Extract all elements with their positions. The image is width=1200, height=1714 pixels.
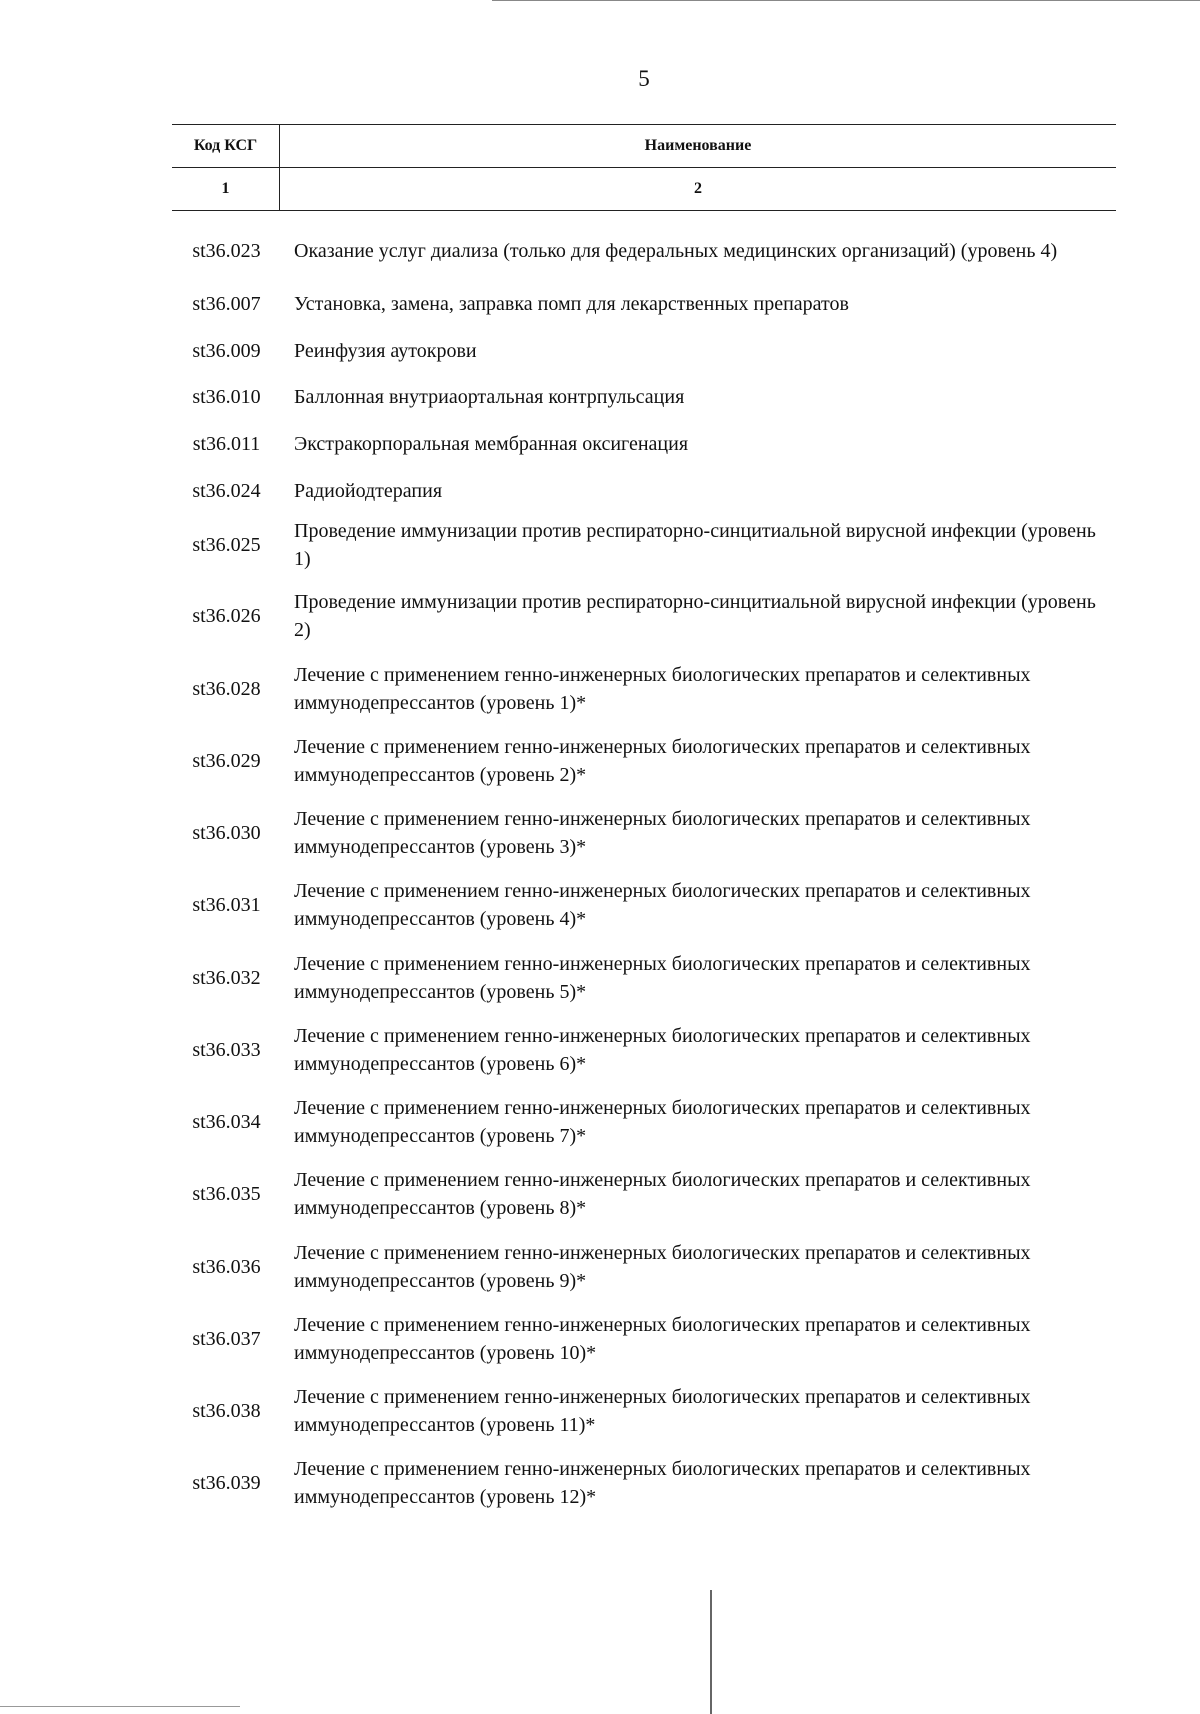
column-number-1: 1 [172, 168, 280, 210]
ksg-name: Лечение с применением генно-инженерных биологических препаратов и селективных иммунодепрессантов (уровень 9)* [294, 1242, 1031, 1292]
header-code: Код КСГ [172, 125, 280, 167]
ksg-code: st36.009 [192, 339, 261, 362]
ksg-name: Лечение с применением генно-инженерных биологических препаратов и селективных иммунодепрессантов (уровень 3)* [294, 808, 1031, 858]
ksg-code: st36.029 [192, 749, 261, 772]
ksg-table [172, 124, 1116, 1508]
table-row [172, 286, 1116, 322]
ksg-code: st36.023 [192, 239, 261, 262]
ksg-code: st36.026 [192, 604, 261, 627]
ksg-code: st36.032 [192, 966, 261, 989]
table-row [172, 948, 1116, 1008]
column-number-2: 2 [694, 180, 702, 197]
ksg-name: Лечение с применением генно-инженерных биологических препаратов и селективных иммунодепрессантов (уровень 5)* [294, 953, 1031, 1003]
ksg-name: Проведение иммунизации против респираторно-синцитиальной вирусной инфекции (уровень 1) [294, 520, 1096, 570]
ksg-name: Лечение с применением генно-инженерных биологических препаратов и селективных иммунодепрессантов (уровень 8)* [294, 1169, 1031, 1219]
ksg-code: st36.010 [192, 385, 261, 408]
ksg-name: Лечение с применением генно-инженерных биологических препаратов и селективных иммунодепрессантов (уровень 6)* [294, 1025, 1031, 1075]
ksg-code: st36.037 [192, 1327, 261, 1350]
ksg-code: st36.011 [192, 432, 261, 455]
ksg-name: Лечение с применением генно-инженерных биологических препаратов и селективных иммунодепрессантов (уровень 4)* [294, 880, 1031, 930]
table-row [172, 333, 1116, 369]
ksg-code: st36.024 [192, 479, 261, 502]
ksg-code: st36.028 [192, 677, 261, 700]
header-name: Наименование [644, 137, 752, 154]
ksg-code: st36.030 [192, 821, 261, 844]
ksg-name: Лечение с применением генно-инженерных биологических препаратов и селективных иммунодепрессантов (уровень 1)* [294, 664, 1031, 714]
scan-line-bottom [0, 1706, 240, 1707]
ksg-code: st36.033 [192, 1038, 261, 1061]
ksg-code: st36.035 [192, 1182, 261, 1205]
ksg-code: st36.036 [192, 1255, 261, 1278]
table-row [172, 1092, 1116, 1152]
page-number: 5 [638, 66, 650, 91]
table-row [172, 875, 1116, 935]
ksg-code: st36.034 [192, 1110, 261, 1133]
table-row [172, 1164, 1116, 1224]
scan-line-top [492, 0, 1200, 1]
ksg-name: Реинфузия аутокрови [294, 340, 477, 362]
ksg-name: Радиойодтерапия [294, 480, 443, 502]
ksg-name: Баллонная внутриаортальная контрпульсация [294, 386, 685, 408]
table-header-row [172, 125, 1116, 168]
ksg-name: Установка, замена, заправка помп для лекарственных препаратов [294, 293, 849, 315]
table-row [172, 659, 1116, 719]
table-row [172, 1020, 1116, 1080]
ksg-code: st36.031 [192, 893, 261, 916]
table-row [172, 426, 1116, 462]
ksg-name: Лечение с применением генно-инженерных биологических препаратов и селективных иммунодепрессантов (уровень 10)* [294, 1314, 1031, 1364]
ksg-name: Лечение с применением генно-инженерных биологических препаратов и селективных иммунодепрессантов (уровень 11)* [294, 1386, 1031, 1436]
ksg-code: st36.038 [192, 1399, 261, 1422]
ksg-name: Оказание услуг диализа (только для федеральных медицинских организаций) (уровень 4) [294, 240, 1058, 262]
ksg-name: Экстракорпоральная мембранная оксигенация [294, 433, 689, 455]
ksg-name: Лечение с применением генно-инженерных биологических препаратов и селективных иммунодепрессантов (уровень 2)* [294, 736, 1031, 786]
ksg-code: st36.007 [192, 292, 261, 315]
ksg-name: Лечение с применением генно-инженерных биологических препаратов и селективных иммунодепрессантов (уровень 7)* [294, 1097, 1031, 1147]
table-row [172, 221, 1116, 281]
ksg-code: st36.025 [192, 533, 261, 556]
table-row [172, 803, 1116, 863]
table-row [172, 473, 1116, 509]
table-row [172, 515, 1116, 575]
ksg-name: Лечение с применением генно-инженерных биологических препаратов и селективных иммунодепрессантов (уровень 12)* [294, 1458, 1031, 1508]
table-row [172, 1381, 1116, 1441]
table-row [172, 1453, 1116, 1513]
table-row [172, 731, 1116, 791]
table-column-number-row [172, 168, 1116, 211]
scan-line-vertical [710, 1590, 712, 1714]
table-row [172, 586, 1116, 646]
table-row [172, 1309, 1116, 1369]
ksg-code: st36.039 [192, 1471, 261, 1494]
table-row [172, 1237, 1116, 1297]
table-row [172, 379, 1116, 415]
ksg-name: Проведение иммунизации против респираторно-синцитиальной вирусной инфекции (уровень 2) [294, 591, 1096, 641]
